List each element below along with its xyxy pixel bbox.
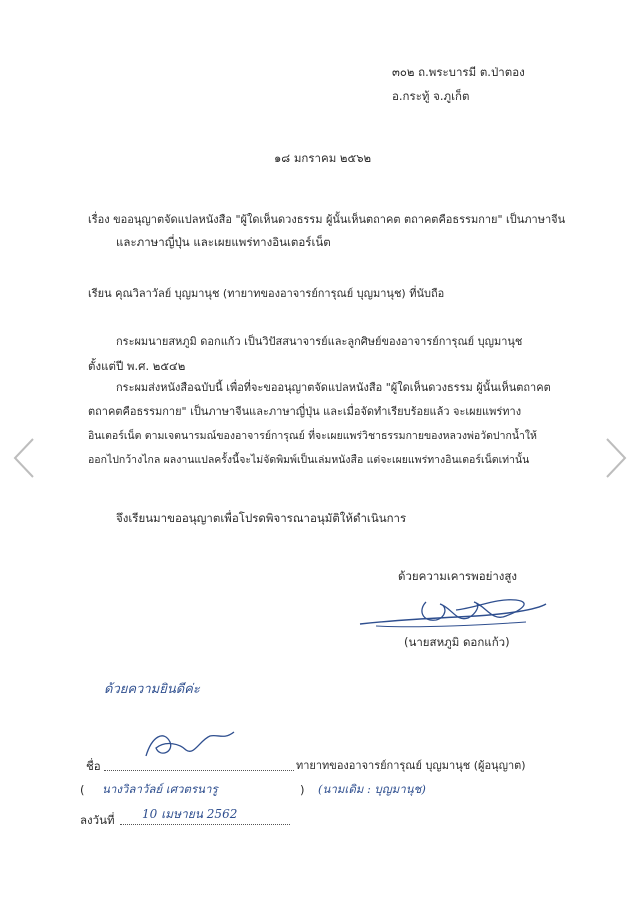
letter-date: ๑๘ มกราคม ๒๕๖๒	[274, 151, 372, 165]
handwritten-approval-note: ด้วยความยินดีค่ะ	[104, 682, 200, 697]
paragraph-1-line-2: ตั้งแต่ปี พ.ศ. ๒๕๔๒	[88, 359, 186, 373]
address-line-2: อ.กระทู้ จ.ภูเก็ต	[392, 89, 470, 103]
handwritten-date: 10 เมษายน 2562	[142, 807, 238, 821]
date-dotted-line	[120, 824, 290, 825]
paragraph-2-line-2: ตถาคตคือธรรมกาย" เป็นภาษาจีนและภาษาญี่ปุ่น และเมื่อจัดทำเรียบร้อยแล้ว จะเผยแพร่ทาง	[88, 405, 522, 418]
chevron-left-icon	[11, 437, 37, 479]
chevron-right-icon	[603, 437, 629, 479]
paragraph-1-line-1: กระผมนายสหภูมิ ดอกแก้ว เป็นวิปัสสนาจารย์และลูกศิษย์ของอาจารย์การุณย์ บุญมานุช	[116, 335, 523, 348]
recipient-line: เรียน คุณวิลาวัลย์ บุญมานุช (ทายาทของอาจารย์การุณย์ บุญมานุช) ที่นับถือ	[88, 287, 445, 300]
name-dotted-line	[104, 770, 294, 771]
valediction: ด้วยความเคารพอย่างสูง	[398, 569, 518, 583]
name-suffix: ทายาทของอาจารย์การุณย์ บุญมานุช (ผู้อนุญาต)	[296, 759, 526, 772]
approver-signature	[140, 726, 240, 764]
paragraph-2-line-1: กระผมส่งหนังสือฉบับนี้ เพื่อที่จะขออนุญาตจัดแปลหนังสือ "ผู้ใดเห็นดวงธรรม ผู้นั้นเห็นตถาคต	[116, 381, 551, 394]
name-label: ชื่อ	[86, 759, 101, 773]
closing-request: จึงเรียนมาขออนุญาตเพื่อโปรดพิจารณาอนุมัติให้ดำเนินการ	[116, 511, 407, 525]
paren-close: )	[300, 783, 305, 797]
handwritten-maiden-name: (นามเดิม : บุญมานุช)	[318, 782, 426, 796]
paragraph-2-line-3: อินเตอร์เน็ต ตามเจตนารมณ์ของอาจารย์การุณย์ ที่จะเผยแพร่วิชาธรรมกายของหลวงพ่อวัดปากน้ำให้	[88, 430, 537, 442]
next-page-button[interactable]	[602, 436, 630, 480]
date-label: ลงวันที่	[80, 813, 115, 827]
handwritten-fullname: นางวิลาวัลย์ เศวตรนารู	[102, 782, 218, 796]
previous-page-button[interactable]	[10, 436, 38, 480]
subject-line-1: เรื่อง ขออนุญาตจัดแปลหนังสือ "ผู้ใดเห็นดวงธรรม ผู้นั้นเห็นตถาคต ตถาคตคือธรรมกาย" เป็นภาษาจีน	[88, 213, 566, 226]
subject-line-2: และภาษาญี่ปุ่น และเผยแพร่ทางอินเตอร์เน็ต	[116, 235, 331, 249]
paragraph-2-line-4: ออกไปกว้างไกล ผลงานแปลครั้งนี้จะไม่จัดพิมพ์เป็นเล่มหนังสือ แต่จะเผยแพร่ทางอินเตอร์เน็ตเท่านั้น	[88, 454, 530, 466]
sender-signature	[356, 596, 552, 634]
address-line-1: ๓๐๒ ถ.พระบารมี ต.ป่าตอง	[392, 65, 525, 79]
sender-name: (นายสหภูมิ ดอกแก้ว)	[404, 635, 510, 649]
paren-open: (	[80, 783, 85, 797]
